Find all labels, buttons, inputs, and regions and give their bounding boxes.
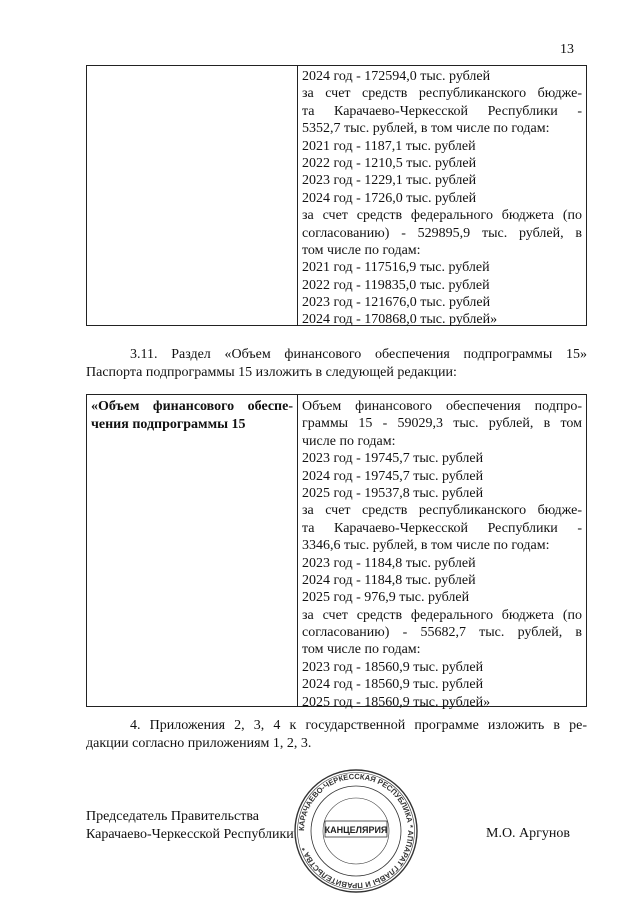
table-line: 2023 год - 18560,9 тыс. рублей	[302, 659, 484, 675]
table-heading-line: чения подпрограммы 15	[91, 417, 246, 432]
table-line: 2024 год - 1726,0 тыс. рублей	[302, 190, 477, 206]
paragraph-line: 3.11. Раздел «Объем финансового обеспечения подпрограммы 15»	[130, 347, 587, 362]
table-line: 5352,7 тыс. рублей, в том числе по годам:	[302, 121, 550, 137]
table-line: согласованию) - 55682,7 тыс. рублей, в	[302, 625, 582, 641]
table-line: 2023 год - 1184,8 тыс. рублей	[302, 555, 476, 571]
column-divider	[297, 395, 298, 706]
table-left-cell	[91, 398, 293, 434]
signatory-title-line: Председатель Правительства	[86, 809, 259, 824]
paragraph-4	[86, 717, 587, 753]
official-seal	[293, 768, 419, 894]
table-line: Объем финансового обеспечения подпро-	[302, 399, 582, 414]
table-line: 2024 год - 19745,7 тыс. рублей	[302, 468, 484, 484]
table-line: та Карачаево-Черкесской Республики -	[302, 520, 582, 536]
table-line: за счет средств республиканского бюдже-	[302, 503, 582, 519]
table-right-cell	[302, 68, 582, 329]
table-line: 2024 год - 1184,8 тыс. рублей	[302, 572, 476, 588]
table-line: граммы 15 - 59029,3 тыс. рублей, в том	[302, 416, 582, 432]
table-line: 2023 год - 19745,7 тыс. рублей	[302, 451, 484, 467]
seal-center-text: КАНЦЕЛЯРИЯ	[324, 825, 388, 835]
table-line: 2024 год - 170868,0 тыс. рублей»	[302, 312, 498, 328]
table-heading-line: «Объем финансового обеспе-	[91, 399, 293, 414]
table-line: за счет средств федерального бюджета (по	[302, 208, 582, 224]
table-line: 2021 год - 117516,9 тыс. рублей	[302, 260, 490, 276]
table-line: 2024 год - 18560,9 тыс. рублей	[302, 677, 484, 693]
table-line: том числе по годам:	[302, 242, 421, 258]
table-line: числе по годам:	[302, 433, 396, 449]
page-number: 13	[560, 42, 574, 57]
paragraph-line: 4. Приложения 2, 3, 4 к государственной программе изложить в ре-	[130, 718, 587, 733]
paragraph-line: Паспорта подпрограммы 15 изложить в следующей редакции:	[86, 365, 457, 380]
table-line: согласованию) - 529895,9 тыс. рублей, в	[302, 225, 582, 241]
table-line: 2023 год - 121676,0 тыс. рублей	[302, 295, 491, 311]
signatory-title-line: Карачаево-Черкесской Республики	[86, 827, 294, 842]
table-line: 2022 год - 119835,0 тыс. рублей	[302, 277, 490, 293]
table-line: 2025 год - 18560,9 тыс. рублей»	[302, 694, 491, 710]
table-line: 3346,6 тыс. рублей, в том числе по годам:	[302, 538, 550, 554]
table-line: 2021 год - 1187,1 тыс. рублей	[302, 138, 476, 154]
paragraph-line: дакции согласно приложениям 1, 2, 3.	[86, 736, 312, 751]
table-right-cell	[302, 398, 582, 711]
funding-table	[86, 394, 587, 710]
table-line: та Карачаево-Черкесской Республики -	[302, 103, 582, 119]
table-line: 2022 год - 1210,5 тыс. рублей	[302, 155, 477, 171]
seal-outer-text: КАРАЧАЕВО-ЧЕРКЕССКАЯ РЕСПУБЛИКА * АППАРАТ ГЛАВЫ И ПРАВИТЕЛЬСТВА *	[296, 771, 416, 891]
signatory-name: М.О. Аргунов	[486, 826, 571, 841]
table-line: за счет средств республиканского бюдже-	[302, 86, 582, 102]
signatory-title	[86, 808, 294, 844]
column-divider	[297, 66, 298, 325]
table-continuation	[86, 65, 587, 326]
table-line: 2025 год - 976,9 тыс. рублей	[302, 590, 470, 606]
table-line: 2024 год - 172594,0 тыс. рублей	[302, 69, 491, 84]
paragraph-3-11	[86, 346, 587, 382]
table-line: 2023 год - 1229,1 тыс. рублей	[302, 173, 477, 189]
table-line: том числе по годам:	[302, 642, 421, 658]
table-line: 2025 год - 19537,8 тыс. рублей	[302, 485, 484, 501]
table-line: за счет средств федерального бюджета (по	[302, 607, 582, 623]
